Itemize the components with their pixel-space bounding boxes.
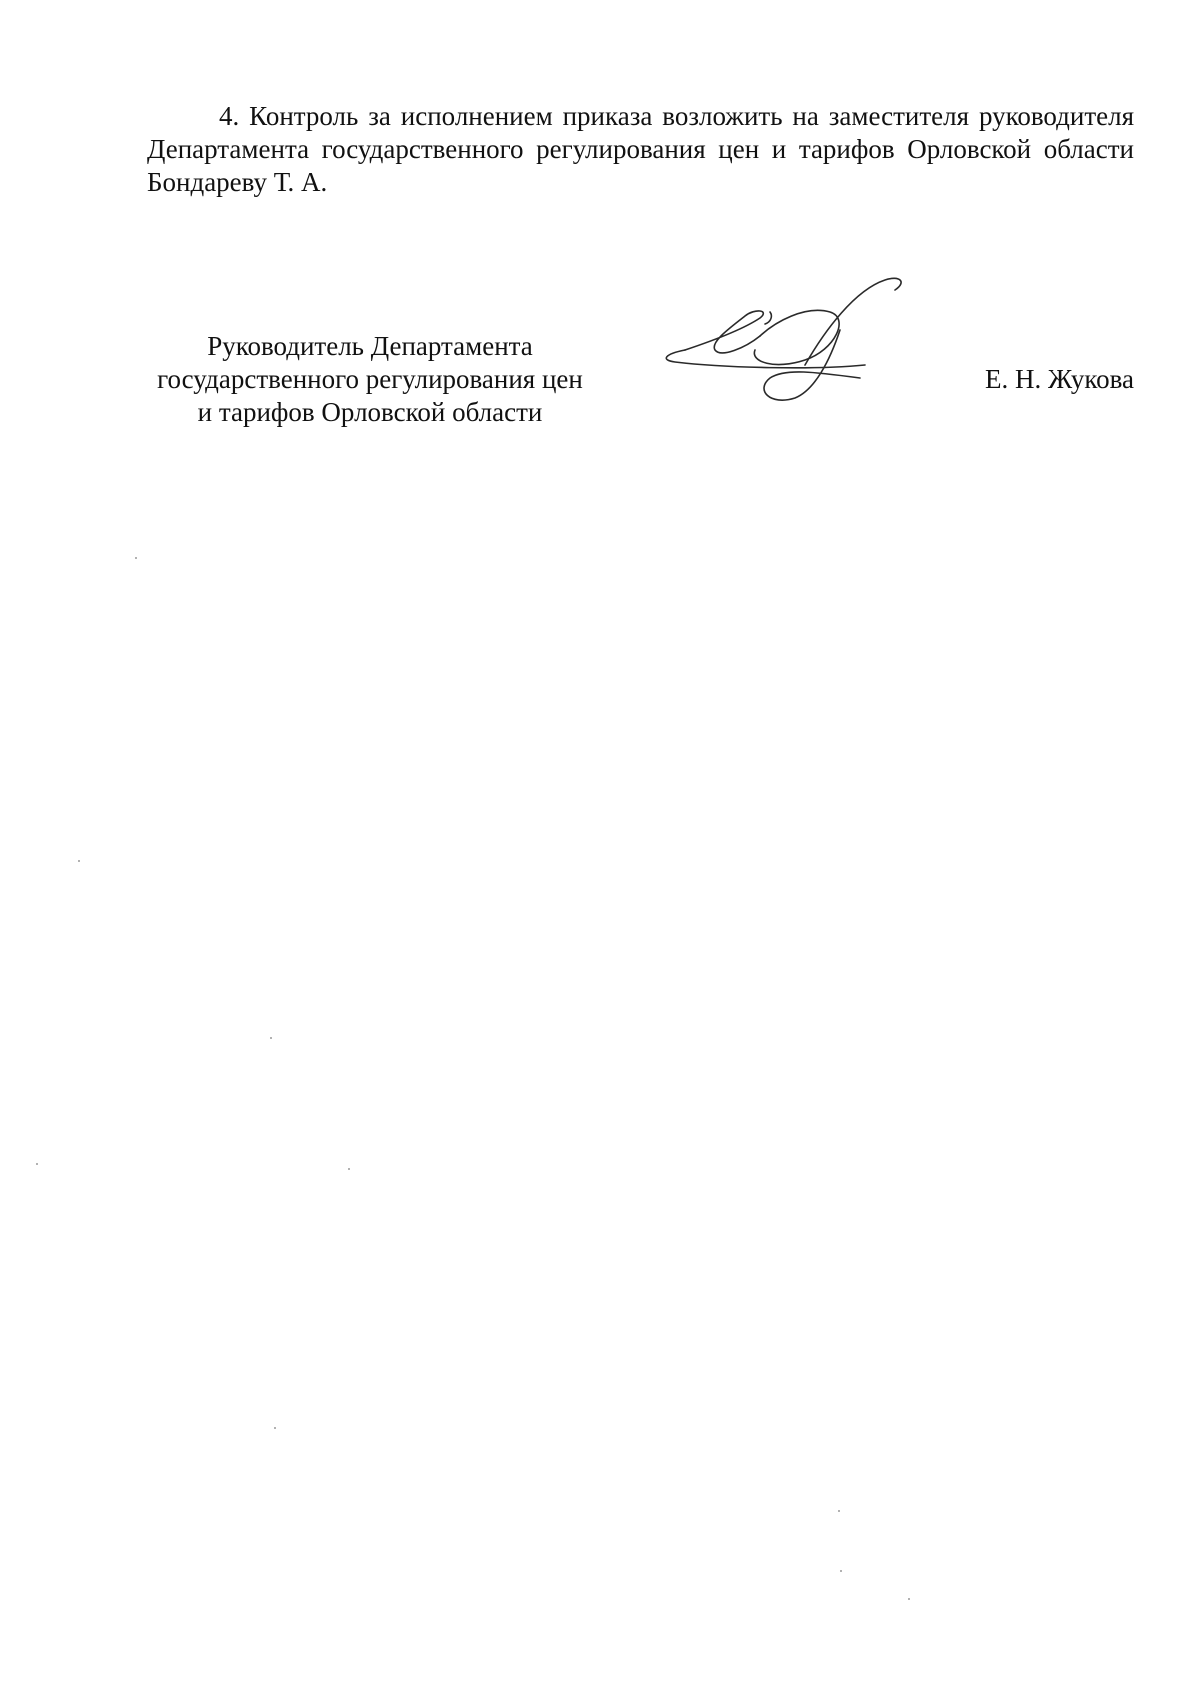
signer-name: Е. Н. Жукова bbox=[985, 364, 1134, 394]
handwritten-signature bbox=[655, 270, 935, 430]
scan-speck bbox=[840, 1570, 842, 1572]
scan-speck bbox=[270, 1037, 272, 1039]
scan-speck bbox=[135, 557, 137, 559]
position-line-3: и тарифов Орловской области bbox=[197, 397, 543, 427]
scan-speck bbox=[908, 1598, 910, 1600]
scan-speck bbox=[348, 1168, 350, 1170]
paragraph-item-4: 4. Контроль за исполнением приказа возложить на заместителя руководителя Департамента государственного регулирования цен и тарифов Орловской области Бондареву Т. А. bbox=[147, 101, 1134, 197]
position-line-2: государственного регулирования цен bbox=[157, 364, 583, 394]
scan-speck bbox=[838, 1510, 840, 1512]
signatory-position bbox=[140, 330, 600, 429]
scan-speck bbox=[36, 1163, 38, 1165]
position-line-1: Руководитель Департамента bbox=[207, 331, 533, 361]
scan-speck bbox=[78, 860, 80, 862]
scan-speck bbox=[274, 1427, 276, 1429]
